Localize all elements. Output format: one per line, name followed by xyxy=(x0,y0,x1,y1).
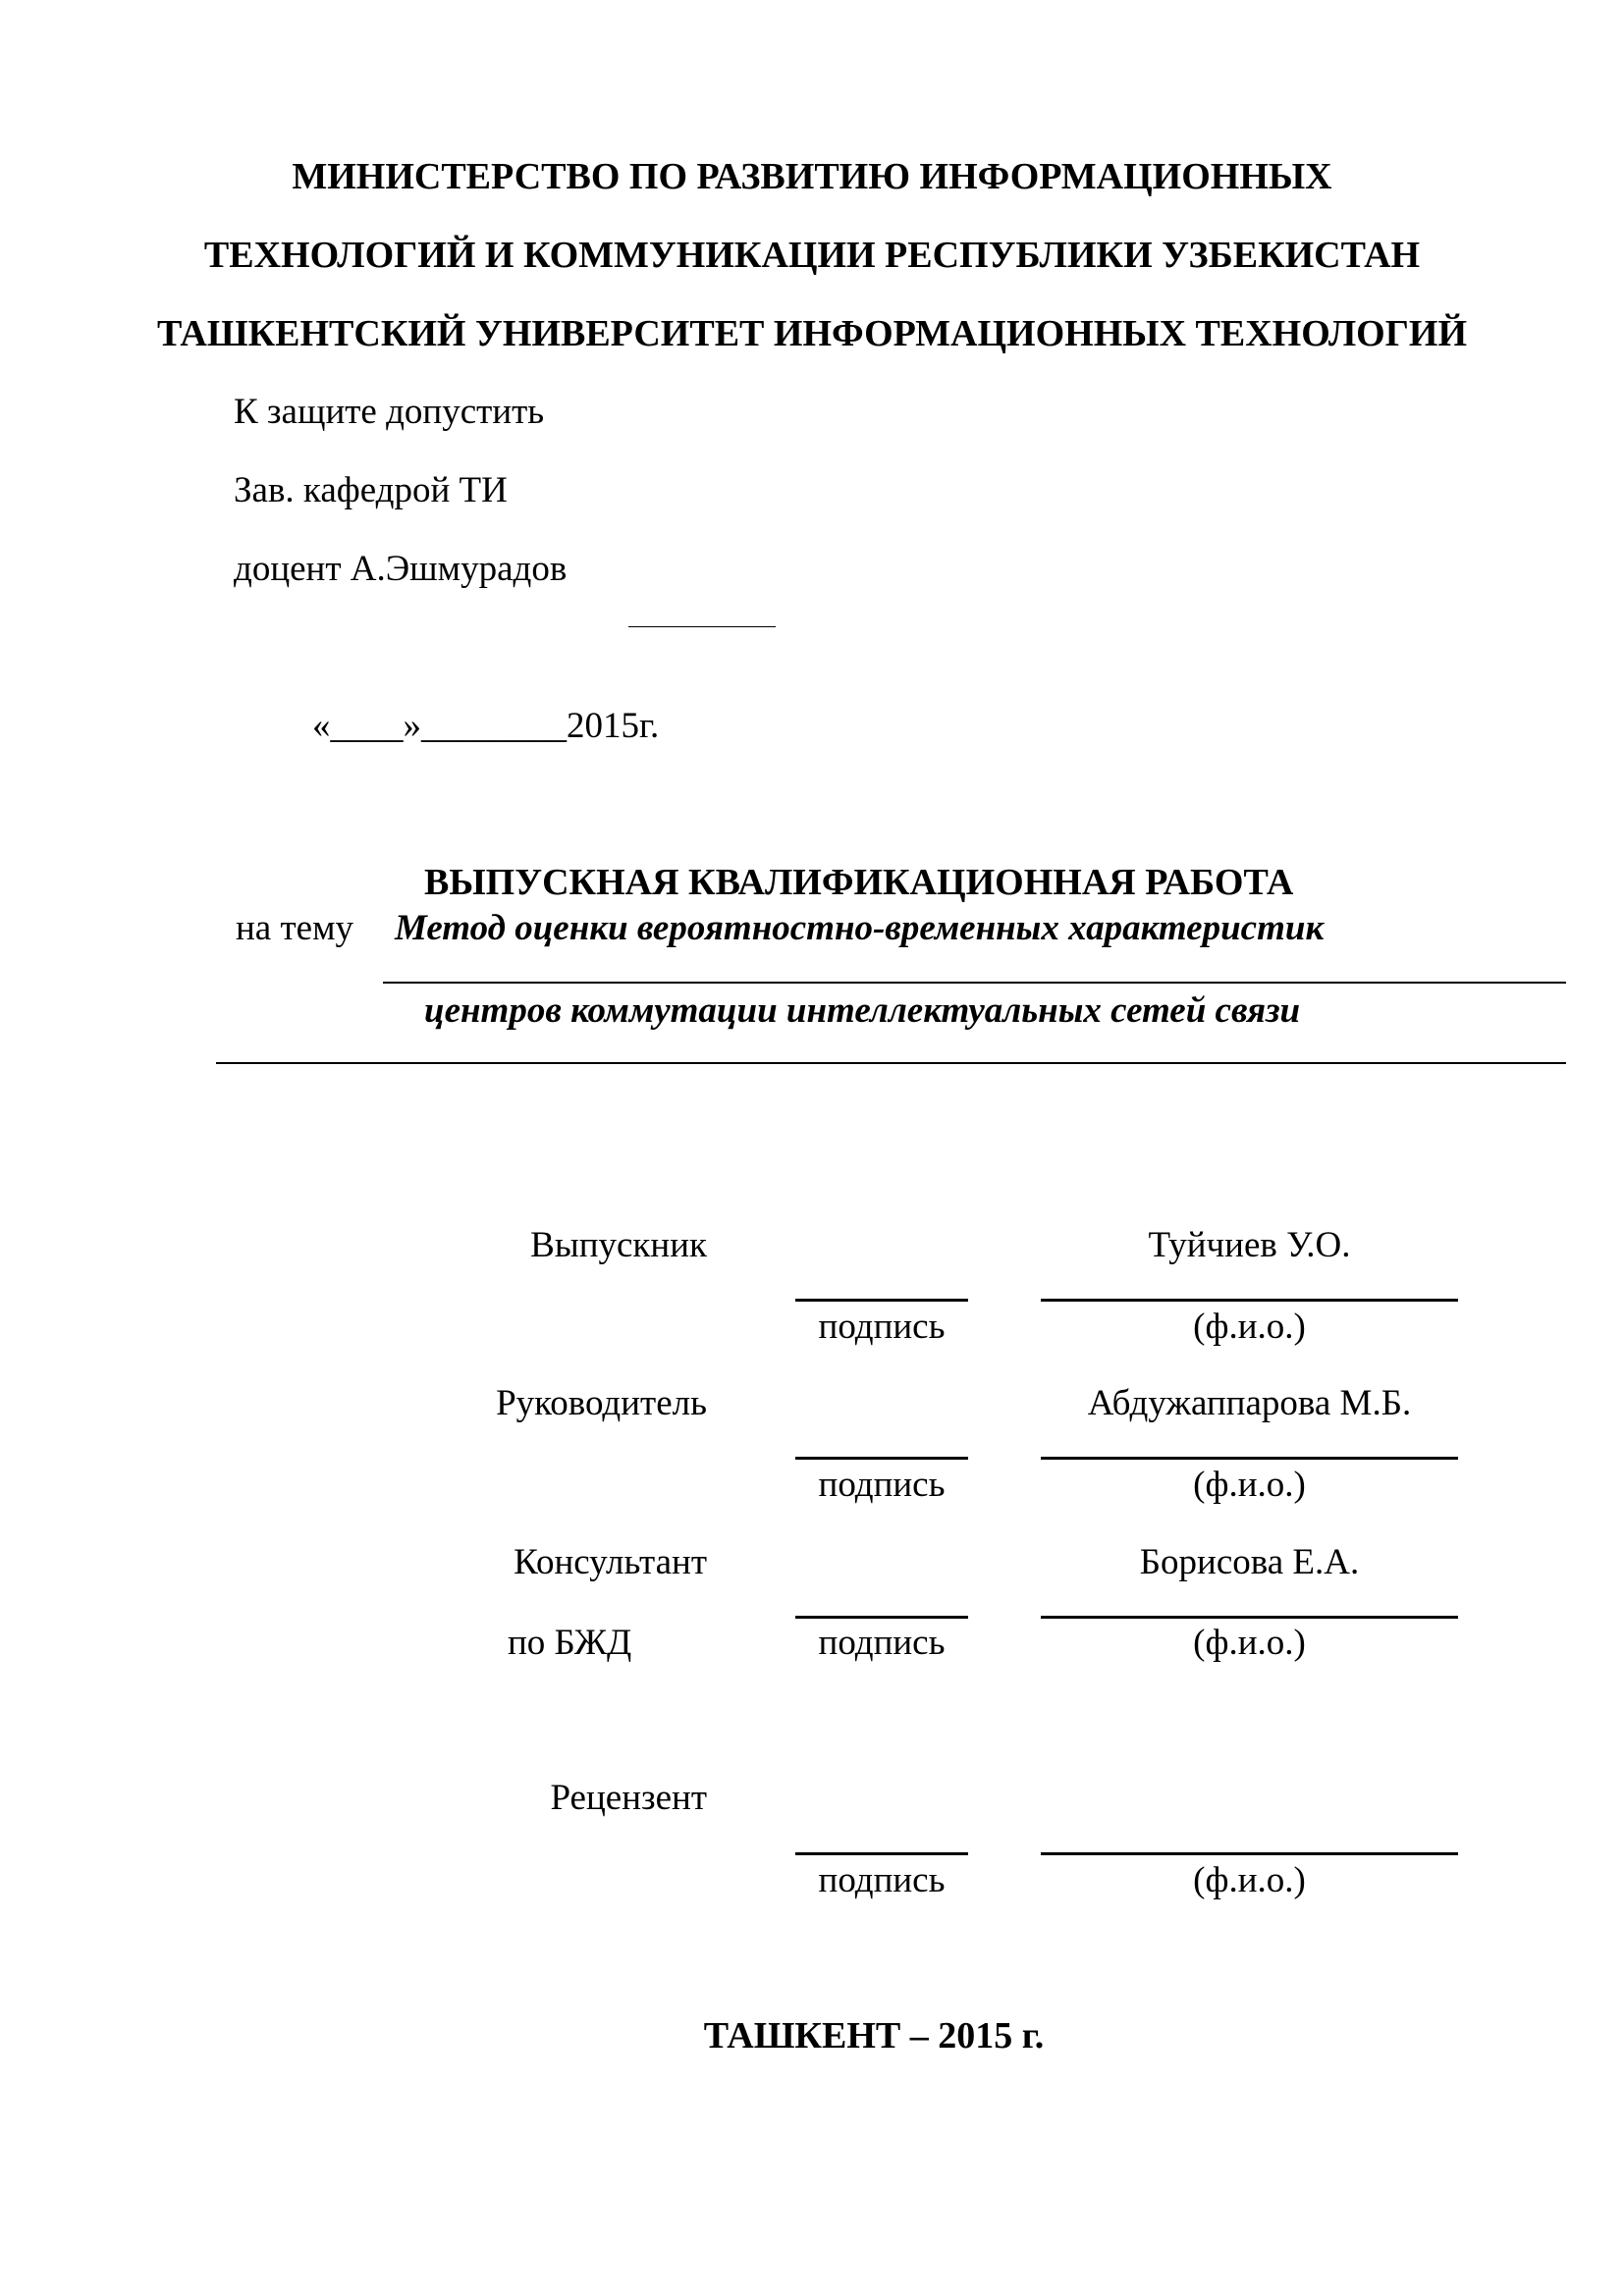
approval-docent: доцент А.Эшмурадов xyxy=(234,549,568,589)
name-line-supervisor xyxy=(1041,1457,1458,1460)
sign-caption-reviewer: подпись xyxy=(818,1860,946,1900)
role-graduate: Выпускник xyxy=(530,1225,707,1265)
name-caption-reviewer: (ф.и.о.) xyxy=(1193,1860,1306,1900)
approval-admit: К защите допустить xyxy=(234,392,545,432)
sign-caption-supervisor: подпись xyxy=(818,1465,946,1505)
name-caption-graduate: (ф.и.о.) xyxy=(1193,1307,1306,1347)
role-consultant: Консультант xyxy=(514,1542,707,1582)
topic-underline-2 xyxy=(216,1062,1566,1064)
name-supervisor: Абдужаппарова М.Б. xyxy=(1087,1383,1412,1423)
topic-line-1: Метод оценки вероятностно-временных характеристик xyxy=(395,908,1325,948)
sign-line-graduate xyxy=(795,1299,968,1302)
thesis-title: ВЫПУСКНАЯ КВАЛИФИКАЦИОННАЯ РАБОТА xyxy=(424,862,1294,903)
name-line-consultant xyxy=(1041,1616,1458,1619)
university-name: ТАШКЕНТСКИЙ УНИВЕРСИТЕТ ИНФОРМАЦИОННЫХ ТЕХНОЛОГИЙ xyxy=(156,313,1468,354)
topic-label: на тему xyxy=(236,908,353,948)
topic-underline-1 xyxy=(383,982,1566,984)
sign-caption-graduate: подпись xyxy=(818,1307,946,1347)
role-reviewer: Рецензент xyxy=(550,1778,707,1818)
name-caption-supervisor: (ф.и.о.) xyxy=(1193,1465,1306,1505)
topic-line-2: центров коммутации интеллектуальных сетей связи xyxy=(424,990,1301,1031)
name-consultant: Борисова Е.А. xyxy=(1139,1542,1360,1582)
sign-line-reviewer xyxy=(795,1852,968,1855)
approval-head-of-dept: Зав. кафедрой ТИ xyxy=(234,470,508,510)
name-caption-consultant: (ф.и.о.) xyxy=(1193,1623,1306,1663)
approval-date: «____»________2015г. xyxy=(312,706,660,746)
sign-line-supervisor xyxy=(795,1457,968,1460)
name-graduate: Туйчиев У.О. xyxy=(1148,1225,1351,1265)
role-supervisor: Руководитель xyxy=(496,1383,707,1423)
city-year: ТАШКЕНТ – 2015 г. xyxy=(703,2015,1045,2056)
role-consultant-area: по БЖД xyxy=(508,1623,632,1663)
sign-caption-consultant: подпись xyxy=(818,1623,946,1663)
ministry-line-2: ТЕХНОЛОГИЙ И КОММУНИКАЦИИ РЕСПУБЛИКИ УЗБЕКИСТАН xyxy=(203,235,1421,276)
sign-line-consultant xyxy=(795,1616,968,1619)
name-line-graduate xyxy=(1041,1299,1458,1302)
name-line-reviewer xyxy=(1041,1852,1458,1855)
ministry-line-1: МИНИСТЕРСТВО ПО РАЗВИТИЮ ИНФОРМАЦИОННЫХ xyxy=(292,156,1332,197)
approval-signature-line xyxy=(628,626,776,627)
